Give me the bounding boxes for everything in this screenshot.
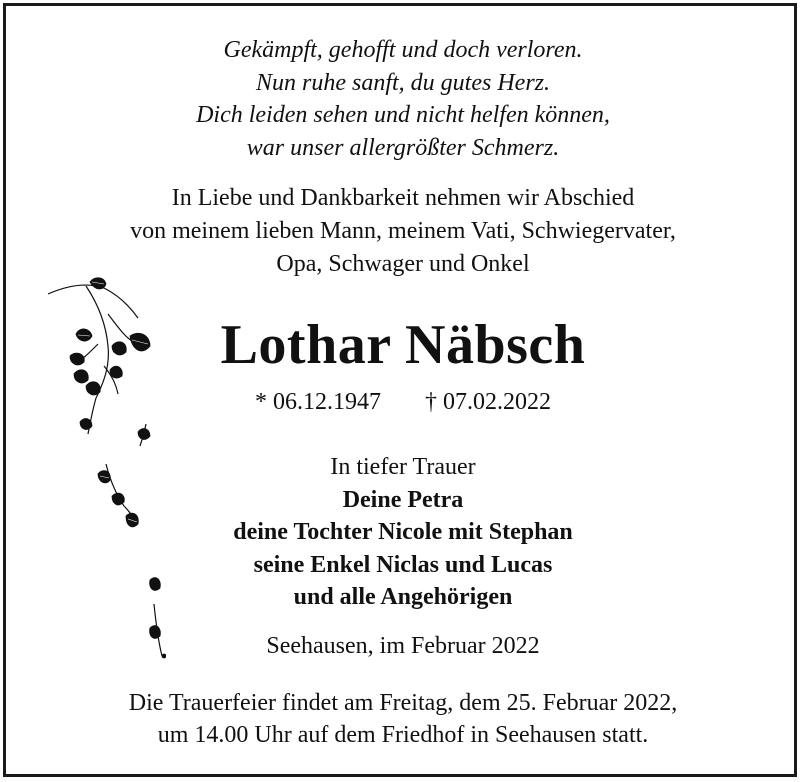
mourner-line: und alle Angehörigen <box>293 584 513 610</box>
funeral-info <box>6 687 800 751</box>
obituary-notice <box>3 3 797 777</box>
funeral-line: Die Trauerfeier findet am Freitag, dem 25. Februar 2022, <box>128 690 678 716</box>
intro-line: In Liebe und Dankbarkeit nehmen wir Abschied <box>171 185 635 211</box>
farewell-intro <box>6 182 800 281</box>
mourner-line: Deine Petra <box>342 486 464 513</box>
poem-line: Nun ruhe sanft, du gutes Herz. <box>256 69 550 96</box>
poem-line: Gekämpft, gehofft und doch verloren. <box>223 37 583 63</box>
poem-line: Dich leiden sehen und nicht helfen können, <box>196 102 610 128</box>
mourners-heading: In tiefer Trauer <box>330 454 476 480</box>
intro-line: Opa, Schwager und Onkel <box>276 251 530 277</box>
life-dates <box>6 386 800 418</box>
birth-date: * 06.12.1947 <box>255 389 381 415</box>
intro-line: von meinem lieben Mann, meinem Vati, Schwiegervater, <box>130 218 676 244</box>
funeral-line: um 14.00 Uhr auf dem Friedhof in Seehausen statt. <box>157 722 649 748</box>
place-date: Seehausen, im Februar 2022 <box>266 633 540 659</box>
poem <box>6 34 800 164</box>
mourner-line: seine Enkel Niclas und Lucas <box>253 551 553 578</box>
mourner-line: deine Tochter Nicole mit Stephan <box>233 519 573 545</box>
mourners <box>6 451 800 614</box>
death-date: † 07.02.2022 <box>425 389 551 415</box>
deceased-name: Lothar Näbsch <box>220 314 586 376</box>
poem-line: war unser allergrößter Schmerz. <box>246 134 560 161</box>
